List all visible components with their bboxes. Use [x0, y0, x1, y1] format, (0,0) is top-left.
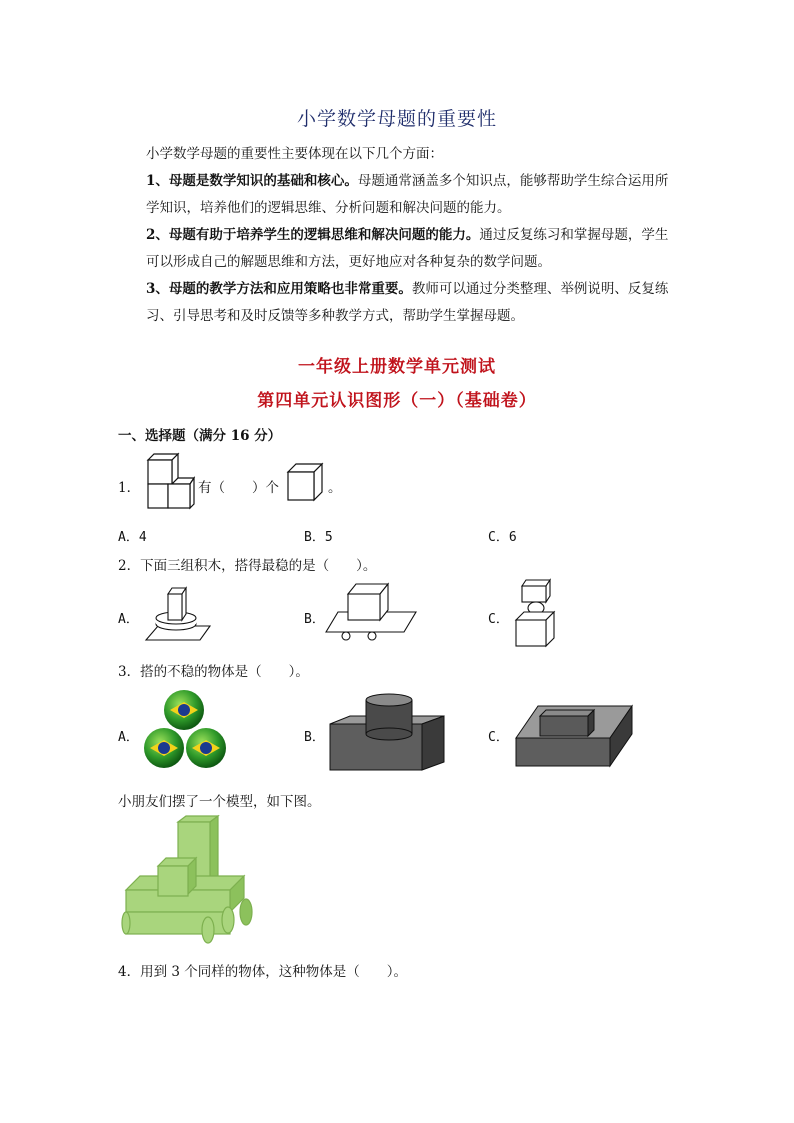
q4-text: 4．用到 3 个同样的物体，这种物体是（ ）。: [118, 964, 408, 980]
q1-single-cube-icon: [284, 462, 326, 502]
model-toy-figure: [120, 814, 254, 946]
q3-text: 3．搭的不稳的物体是（ ）。: [118, 664, 309, 680]
q1-option-a[interactable]: A．4: [118, 530, 147, 545]
test-subtitle: 第四单元认识图形（一）（基础卷）: [257, 391, 537, 411]
q3-option-a-balls-figure[interactable]: [140, 688, 232, 772]
article-intro: 小学数学母题的重要性主要体现在以下几个方面：: [146, 146, 443, 162]
article-title: 小学数学母题的重要性: [296, 108, 497, 130]
q3-option-b-figure[interactable]: [326, 692, 448, 772]
q3-label-b[interactable]: B．: [304, 730, 325, 745]
q2-label-a[interactable]: A．: [118, 612, 139, 627]
q1-number: 1．: [118, 480, 141, 496]
article-point-3: 3、母题的教学方法和应用策略也非常重要。教师可以通过分类整理、举例说明、反复练习、引导思考和及时反馈等多种教学方式，帮助学生掌握母题。: [146, 281, 669, 324]
q3-label-c[interactable]: C．: [488, 730, 509, 745]
q1-option-b[interactable]: B．5: [304, 530, 333, 545]
article-body: [118, 141, 678, 330]
q2-label-c[interactable]: C．: [488, 612, 509, 627]
q1-question-end: 。: [328, 480, 342, 496]
q2-option-c-figure[interactable]: [512, 578, 558, 648]
q1-question-mid: 有（ ）个: [198, 480, 279, 496]
q3-label-a[interactable]: A．: [118, 730, 139, 745]
q1-stacked-cubes-figure: [144, 452, 196, 512]
q2-text: 2．下面三组积木，搭得最稳的是（ ）。: [118, 558, 377, 574]
section-heading: 一、选择题（满分 16 分）: [118, 428, 282, 444]
q1-option-c[interactable]: C．6: [488, 530, 517, 545]
model-caption: 小朋友们摆了一个模型，如下图。: [118, 794, 321, 810]
test-title: 一年级上册数学单元测试: [298, 357, 496, 377]
q2-label-b[interactable]: B．: [304, 612, 325, 627]
q3-option-c-figure[interactable]: [514, 702, 636, 770]
article-point-2: 2、母题有助于培养学生的逻辑思维和解决问题的能力。通过反复练习和掌握母题，学生可以形成自己的解题思维和方法，更好地应对各种复杂的数学问题。: [146, 227, 669, 270]
q2-option-a-figure[interactable]: [144, 586, 216, 644]
q2-option-b-figure[interactable]: [324, 580, 418, 642]
article-point-1: 1、母题是数学知识的基础和核心。母题通常涵盖多个知识点，能够帮助学生综合运用所学知识，培养他们的逻辑思维、分析问题和解决问题的能力。: [146, 173, 669, 216]
